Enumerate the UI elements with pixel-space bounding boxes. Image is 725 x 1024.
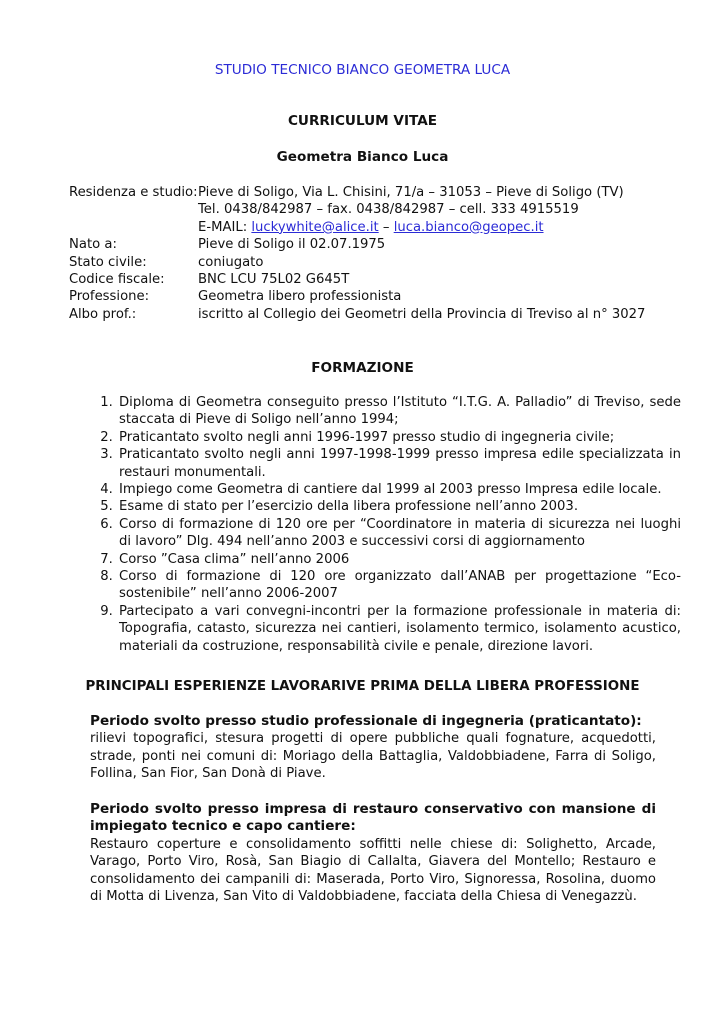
albo-value: iscritto al Collegio dei Geometri della Provincia di Treviso al n° 3027	[198, 306, 646, 322]
email-prefix: E-MAIL:	[198, 219, 252, 235]
tel-line: Tel. 0438/842987 – fax. 0438/842987 – cell. 333 4915519	[198, 202, 579, 218]
email-link-pec[interactable]: luca.bianco@geopec.it	[393, 219, 544, 235]
nato-value: Pieve di Soligo il 02.07.1975	[198, 237, 386, 253]
residenza-row	[69, 184, 679, 201]
nato-label: Nato a:	[69, 237, 117, 253]
list-item: 2. Praticantato svolto negli anni 1996-1997 presso studio di ingegneria civile;	[117, 429, 681, 446]
list-item: 9. Partecipato a vari convegni-incontri per la formazione professionale in materia di: Topografia, catasto, sicurezza nei cantieri, isolamento termico, isolamento acustico, materiali da costruzione, responsabilità civile e penale, direzione lavori.	[117, 603, 681, 655]
professione-label: Professione:	[69, 289, 150, 305]
formazione-heading: FORMAZIONE	[311, 360, 414, 376]
codice-value: BNC LCU 75L02 G645T	[198, 272, 350, 288]
email-separator: –	[378, 219, 394, 235]
period1-text: rilievi topografici, stesura progetti di opere pubbliche quali fognature, acquedotti, strade, ponti nei comuni di: Moriago della Battaglia, Valdobbiadene, Farra di Soligo, Follina, San Fior, San Donà di Piave.	[90, 731, 656, 782]
esperienze-heading: PRINCIPALI ESPERIENZE LAVORARIVE PRIMA DELLA LIBERA PROFESSIONE	[85, 679, 640, 694]
residenza-value: Pieve di Soligo, Via L. Chisini, 71/a – 31053 – Pieve di Soligo (TV)	[198, 185, 624, 200]
stato-label: Stato civile:	[69, 254, 147, 270]
period2-text: Restauro coperture e consolidamento soffitti nelle chiese di: Solighetto, Arcade, Varago, Porto Viro, Rosà, San Biagio di Callalta, Giavera del Montello; Restauro e consolidamento dei campanili di: Maserada, Porto Viro, Signoressa, Rosolina, duomo di Motta di Livenza, San Vito di Valdobbiadene, facciata della Chiesa di Venegazzù.	[90, 836, 656, 905]
period1-title: Periodo svolto presso studio professionale di ingegneria (praticantato):	[90, 713, 642, 729]
list-item: 7. Corso ”Casa clima” nell’anno 2006	[117, 551, 681, 568]
formazione-list	[93, 394, 681, 655]
list-item: 5. Esame di stato per l’esercizio della libera professione nell’anno 2003.	[117, 498, 681, 515]
albo-row	[69, 306, 679, 323]
stato-row	[69, 254, 679, 271]
codice-label: Codice fiscale:	[69, 272, 165, 288]
cv-title: CURRICULUM VITAE	[287, 113, 438, 129]
list-item: 6. Corso di formazione di 120 ore per “Coordinatore in materia di sicurezza nei luoghi di lavoro” Dlg. 494 nell’anno 2003 e successivi corsi di aggiornamento	[117, 516, 681, 551]
list-item: 4. Impiego come Geometra di cantiere dal 1999 al 2003 presso Impresa edile locale.	[117, 481, 681, 498]
list-item: 3. Praticantato svolto negli anni 1997-1998-1999 presso impresa edile specializzata in restauri monumentali.	[117, 446, 681, 481]
period2-title: Periodo svolto presso impresa di restauro conservativo con mansione di impiegato tecnico e capo cantiere:	[90, 801, 656, 835]
stato-value: coniugato	[198, 254, 264, 270]
albo-label: Albo prof.:	[69, 306, 137, 322]
list-item: 8. Corso di formazione di 120 ore organizzato dall’ANAB per progettazione “Eco-sostenibile” nell’anno 2006-2007	[117, 568, 681, 603]
email-link-alice[interactable]: luckywhite@alice.it	[251, 219, 379, 235]
list-item: 1. Diploma di Geometra conseguito presso l’Istituto “I.T.G. A. Palladio” di Treviso, sede staccata di Pieve di Soligo nell’anno 1994;	[117, 394, 681, 429]
studio-name: STUDIO TECNICO BIANCO GEOMETRA LUCA	[214, 62, 511, 78]
professione-value: Geometra libero professionista	[198, 289, 402, 305]
nato-row	[69, 236, 679, 253]
residenza-label: Residenza e studio:	[69, 185, 198, 200]
email-line	[69, 219, 679, 236]
personal-info	[69, 184, 679, 323]
codice-row	[69, 271, 679, 288]
cv-name: Geometra Bianco Luca	[276, 149, 449, 165]
period1-section	[90, 713, 656, 783]
professione-row	[69, 288, 679, 305]
period2-section	[90, 801, 656, 905]
